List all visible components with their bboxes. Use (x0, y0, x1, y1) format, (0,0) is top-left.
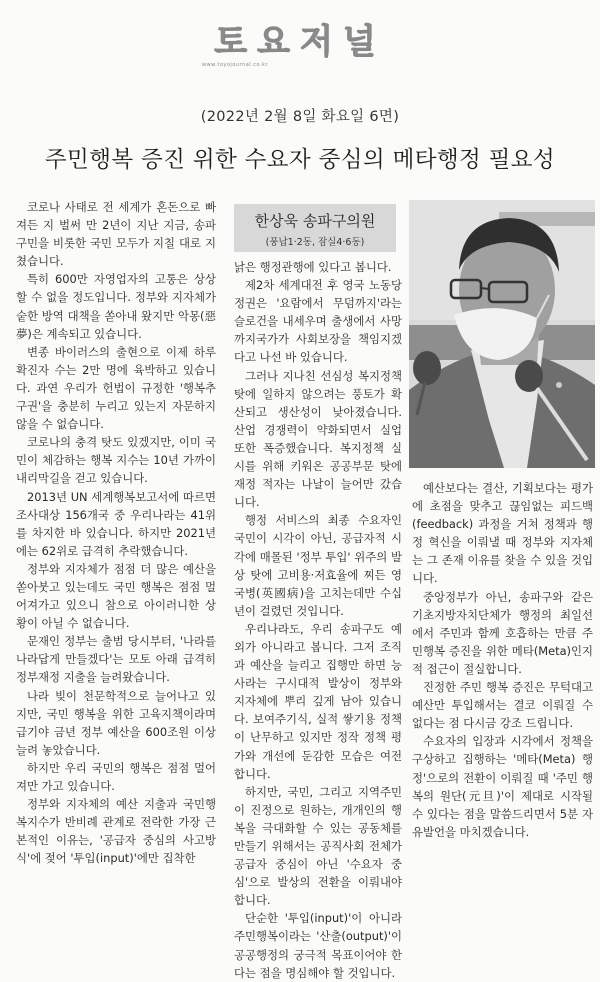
article-column-2 (234, 258, 402, 982)
article-headline: 주민행복 증진 위한 수요자 중심의 메타행정 필요성 (44, 147, 556, 173)
paragraph: 정부와 지자체의 예산 지출과 국민행복지수가 반비례 관계로 전락한 가장 근본적인 이유는, '공급자 중심의 사고방식'에 젖어 '투입(input)'에만 집착한 (16, 797, 216, 866)
paragraph: 문재인 정부는 출범 당시부터, '나라를 나라답게 만들겠다'는 모토 아래 급격히 정부재정 지출을 늘려왔습니다. (16, 634, 216, 685)
paragraph: 수요자의 입장과 시각에서 정책을 구상하고 집행하는 '메타(Meta) 행정'으로의 전환이 이뤄질 때 '주민 행복의 원단(元旦)'이 제대로 시작될 수 있다는 점을 말씀드리면서 5분 자유발언을 마치겠습니다. (412, 734, 593, 839)
paragraph: 우리나라도, 우리 송파구도 예외가 아니라고 봅니다. 그저 조직과 예산을 늘리고 집행만 하면 능사라는 구시대적 발상이 정부와 지자체에 뿌리 깊게 남아 있습니다. 보여주기식, 실적 쌓기용 정책이 난무하고 있지만 정작 정책 평가와 개선에 둔감한 모습은 여전합니다. (234, 621, 402, 781)
author-name: 한상욱 송파구의원 (254, 212, 376, 230)
newspaper-logo: 토요저널 (214, 22, 386, 62)
newspaper-masthead (200, 22, 400, 72)
paragraph: 특히 600만 자영업자의 고통은 상상할 수 없을 정도입니다. 정부와 지자체가 숱한 방역 대책을 쏟아내 왔지만 악몽(惡夢)은 계속되고 있습니다. (16, 272, 216, 341)
paragraph: 코로나 사태로 전 세계가 혼돈으로 빠져든 지 벌써 만 2년이 지난 지금, 송파구민을 비롯한 국민 모두가 지칠 대로 지쳤습니다. (16, 200, 216, 269)
author-byline-box (234, 204, 396, 252)
portrait-image (409, 200, 595, 468)
publication-dateline: (2022년 2월 8일 화요일 6면) (200, 109, 400, 125)
paragraph: 변종 바이러스의 출현으로 이제 하루 확진자 수는 2만 명에 육박하고 있습니다. 과연 우리가 헌법이 규정한 '행복추구권'을 충분히 누리고 있는지 자문하지 않을 수 없습니다. (16, 344, 216, 432)
paragraph: 진정한 주민 행복 증진은 무턱대고 예산만 투입해서는 결코 이뤄질 수 없다는 점 다시금 강조 드립니다. (412, 680, 593, 731)
paragraph: 행정 서비스의 최종 수요자인 국민이 시각이 아닌, 공급자적 시각에 매몰된 '정부 투입' 위주의 발상 탓에 고비용·저효율에 찌든 영국병(英國病)을 고치는데만 수십 년이 걸렸던 것입니다. (234, 513, 402, 618)
paragraph: 그러나 지나친 선심성 복지정책 탓에 일하지 않으려는 풍토가 확산되고 생산성이 낮아졌습니다. 산업 경쟁력이 약화되면서 실업 또한 폭증했습니다. 복지정책 실시를 위해 키워온 공공부문 탓에 재정 적자는 나날이 늘어만 갔습니다. (234, 368, 402, 510)
article-column-3 (412, 479, 593, 841)
article-column-1 (16, 198, 216, 867)
paragraph: 제2차 세계대전 후 영국 노동당 정권은 '요람에서 무덤까지'라는 슬로건을 내세우며 출생에서 사망까지국가가 사회보장을 책임지겠다고 나선 바 있습니다. (234, 278, 402, 365)
paragraph: 2013년 UN 세계행복보고서에 따르면 조사대상 156개국 중 우리나라는 41위를 차지한 바 있습니다. 하지만 2021년에는 62위로 급격히 추락했습니다. (16, 489, 216, 558)
paragraph: 중앙정부가 아닌, 송파구와 같은 기초지방자치단체가 행정의 최일선에서 주민과 함께 호흡하는 만큼 주민행복 증진을 위한 메타(Meta)인지적 접근이 절실합니다. (412, 589, 593, 676)
author-district: (풍납1·2동, 잠실4·6동) (265, 237, 365, 248)
paragraph: 단순한 '투입(input)'이 아니라 주민행복이라는 '산출(output)'이 공공행정의 궁극적 목표이어야 한다는 점을 명심해야 할 것입니다. (234, 911, 402, 980)
paragraph: 하지만, 국민, 그리고 지역주민이 진정으로 원하는, 개개인의 행복을 극대화할 수 있는 공동체를 만들기 위해서는 공직사회 전체가 공급자 중심이 아닌 '수요자 중심'으로 발상의 전환을 이뤄내야 합니다. (234, 784, 402, 908)
author-photo (409, 200, 595, 468)
paragraph: 정부와 지자체가 점점 더 많은 예산을 쏟아붓고 있는데도 국민 행복은 점점 멀어져가고 있으니 참으로 아이러니한 상황이 아닐 수 없습니다. (16, 561, 216, 631)
paragraph: 하지만 우리 국민의 행복은 점점 멀어져만 가고 있습니다. (16, 760, 216, 793)
paragraph: 코로나의 충격 탓도 있겠지만, 이미 국민이 체감하는 행복 지수는 10년 가까이 내리막길을 걷고 있습니다. (16, 435, 216, 486)
paragraph: 예산보다는 결산, 기획보다는 평가에 초점을 맞추고 끊임없는 피드백(feedback) 과정을 거쳐 정책과 행정 혁신을 이뤄낼 때 정부와 지자체는 그 존재 이유를 찾을 수 있을 것입니다. (412, 481, 593, 586)
newspaper-url: www.toyojournal.co.kr (202, 62, 268, 68)
paragraph: 낡은 행정관행에 있다고 봅니다. (234, 260, 392, 274)
paragraph: 나라 빚이 천문학적으로 늘어나고 있지만, 국민 행복을 위한 고육지책이라며 급기야 금년 정부 예산을 600조원 이상 늘려 놓았습니다. (16, 688, 216, 757)
